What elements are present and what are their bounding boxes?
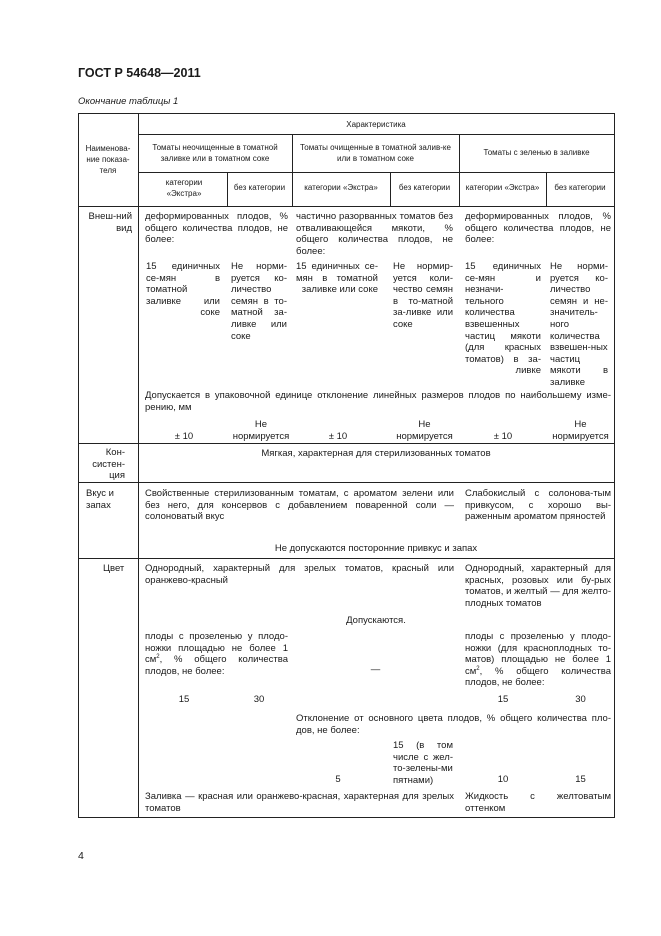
- row-label-header: Наименова-ние показа-теля: [85, 144, 131, 175]
- appearance-intro-unpeeled: деформированных плодов, % общего количества плодов, не более:: [145, 211, 288, 246]
- green-tinge-unpeeled: плоды с прозеленью у плодо-ножки площадью не более 1 $см^2$, % общего количества плодов, не более:: [145, 631, 288, 677]
- col-header-no-category: без категории: [233, 183, 286, 192]
- color-deviation-text: Отклонение от основного цвета плодов, % общего количества пло-дов, не более:: [296, 713, 611, 736]
- green-extra-greens: 15: [497, 694, 509, 705]
- seeds-extra-peeled: 15 единичных се-мян в томатной заливке или соке: [296, 261, 378, 296]
- row-label-color: Цвет: [103, 563, 125, 574]
- size-dev-extra: ± 10: [174, 431, 194, 442]
- row-label-appearance: Внеш-ний вид: [88, 211, 132, 234]
- color-text-tomatoes: Однородный, характерный для зрелых томатов, красный или оранжево-красный: [145, 563, 454, 586]
- col-header-no-category: без категории: [398, 183, 451, 192]
- appearance-intro-peeled: частично разорванных томатов без отваливающейся мякоти, % общего количества плодов, не более:: [296, 211, 453, 257]
- table-border-right: [614, 113, 615, 818]
- rule: [78, 482, 615, 483]
- row-label-taste: Вкус и запах: [86, 488, 114, 511]
- col-header-no-category: без категории: [554, 183, 606, 192]
- row-label-consistency: Кон-систен-ция: [92, 447, 125, 482]
- rule: [138, 113, 139, 818]
- seeds-extra-greens: 15 единичных се-мян и незначи-тельного количества взвешенных частиц мякоти (для красных томатов) в за-ливке: [465, 261, 541, 377]
- document-title: ГОСТ Р 54648—2011: [78, 66, 201, 80]
- group-header-unpeeled: Томаты неочищенные в томатной заливке или в томатном соке: [152, 143, 278, 163]
- green-tinge-greens: плоды с прозеленью у плодо-ножки (для краснoплодных то-матов) площадью не более 1 $см^2$, % общего количества плодов, не более:: [465, 631, 611, 689]
- consistency-text: Мягкая, характерная для стерилизованных томатов: [261, 448, 491, 459]
- page-number: 4: [78, 850, 84, 862]
- size-deviation-text: Допускается в упаковочной единице отклонение линейных размеров плодов по наибольшему изме-рению, мм: [145, 390, 611, 413]
- rule: [78, 443, 615, 444]
- size-dev-none: Не нормируется: [232, 419, 290, 442]
- table-border-bottom: [78, 817, 615, 818]
- col-header-extra: категории «Экстра»: [465, 183, 540, 192]
- rule: [292, 134, 293, 206]
- color-dev-none-peeled: 15 (в том числе с жел-то-зелены-ми пятнами): [393, 740, 453, 786]
- taste-text-greens: Слабокислый с солонова-тым привкусом, с хорошо вы-раженным ароматом пряностей: [465, 488, 611, 523]
- fill-text-greens: Жидкость с желтоватым оттенком: [465, 791, 611, 814]
- table-border-left: [78, 113, 79, 818]
- seeds-none-peeled: Не нормир-уется коли-чество семян в то-матной за-ливке или соке: [393, 261, 453, 330]
- size-dev-extra: ± 10: [328, 431, 348, 442]
- seeds-extra-unpeeled: 15 единичных се-мян в томатной заливке или соке: [146, 261, 220, 319]
- color-dev-extra-peeled: 5: [335, 774, 341, 785]
- color-dev-extra-greens: 10: [497, 774, 509, 785]
- seeds-none-greens: Не норми-руется ко-личество семян и не-значитель-ного количества взвешен-ных частиц мякоти в заливке: [550, 261, 608, 388]
- group-header-peeled: Томаты очищенные в томатной залив-ке или в томатном соке: [300, 143, 451, 163]
- col-header-extra: категории «Экстра»: [304, 183, 378, 192]
- table-border-top: [78, 113, 615, 114]
- rule: [138, 172, 615, 173]
- rule: [459, 134, 460, 206]
- rule: [138, 134, 615, 135]
- seeds-none-unpeeled: Не норми-руется ко-личество семян в то-матной за-ливке или соке: [231, 261, 287, 342]
- appearance-intro-greens: деформированных плодов, % общего количества плодов, не более:: [465, 211, 611, 246]
- rule: [78, 206, 615, 207]
- fill-text-tomatoes: Заливка — красная или оранжево-красная, характерная для зрелых томатов: [145, 791, 454, 814]
- green-none-greens: 30: [575, 694, 586, 705]
- green-tinge-peeled: —: [370, 664, 381, 675]
- col-header-extra: категории «Экстра»: [165, 178, 203, 198]
- size-dev-none: Не нормируется: [396, 419, 453, 442]
- green-extra-unpeeled: 15: [178, 694, 190, 705]
- size-dev-extra: ± 10: [493, 431, 513, 442]
- color-allowed: Допускаются.: [346, 615, 406, 626]
- color-dev-none-greens: 15: [575, 774, 586, 785]
- rule: [78, 558, 615, 559]
- taste-not-allowed: Не допускаются посторонние привкус и запах: [274, 543, 478, 554]
- size-dev-none: Не нормируется: [552, 419, 609, 442]
- group-header-greens: Томаты с зеленью в заливке: [483, 148, 590, 157]
- color-text-greens: Однородный, характерный для красных, розовых или бу-рых томатов, и желтый — для желто-плодных томатов: [465, 563, 611, 609]
- characteristic-header: Характеристика: [346, 120, 406, 129]
- green-none-unpeeled: 30: [253, 694, 265, 705]
- taste-text-tomatoes: Свойственные стерилизованным томатам, с ароматом зелени или без него, для консервов с добавлением поваренной соли — солоноватый вкус: [145, 488, 454, 523]
- table-caption: Окончание таблицы 1: [78, 96, 179, 107]
